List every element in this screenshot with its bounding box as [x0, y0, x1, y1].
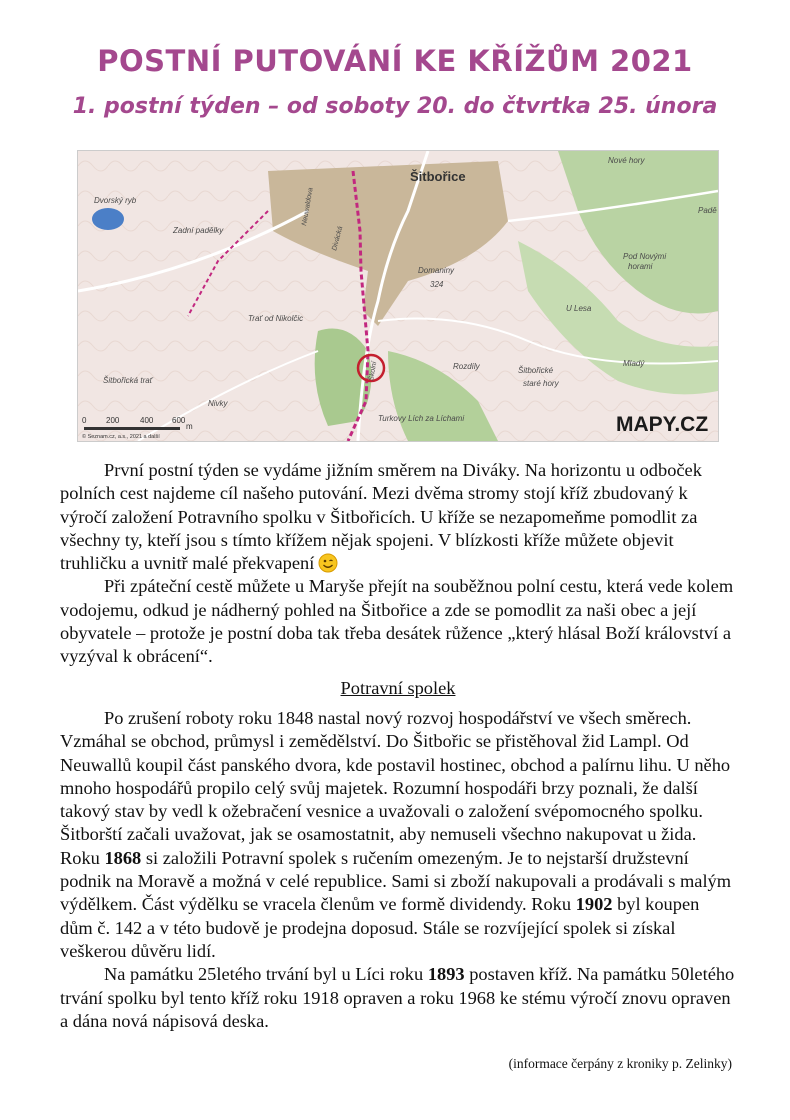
scale-label: 400: [140, 416, 154, 425]
paragraph: [60, 459, 736, 575]
map-label: Pod Novými: [623, 252, 667, 261]
map-image: [78, 151, 718, 441]
scale-label: 0: [82, 416, 87, 425]
year-bold: 1902: [575, 894, 613, 915]
smiley-icon: [318, 553, 338, 573]
map-label-town: Šitbořice: [410, 169, 466, 184]
paragraph-text: postaven kříž. Na památku 50letého trvání spolku byl tento kříž roku 1918 opraven a roku 1968 ke stému výročí znovu opraven a dána nová nápisová deska.: [60, 964, 735, 1031]
source-note: (informace čerpány z kroniky p. Zelinky): [508, 1056, 732, 1071]
year-bold: 1893: [427, 964, 465, 985]
map-label: Šitbořická trať: [103, 376, 153, 385]
scale-label: 600: [172, 416, 186, 425]
map-label: Trať od Nikolčic: [248, 314, 304, 323]
map-label: staré hory: [523, 379, 559, 388]
page-subtitle: 1. postní týden – od soboty 20. do čtvrtka 25. února: [72, 94, 718, 119]
map-label: Padě: [698, 206, 717, 215]
map-label: Dvorský ryb: [94, 196, 137, 205]
paragraph-text: První postní týden se vydáme jižním směrem na Diváky. Na horizontu u odboček polních cest najdeme cíl našeho putování. Mezi dvěma stromy stojí kříž zbudovaný k výročí založení Potravního spolku v Šitbořicích. U kříže se nezapomeňme pomodlit za všechny ty, kteří jsou s tímto křížem nějak spojeni. V blízkosti kříže můžete objevit truhličku a uvnitř malé překvapení: [60, 460, 702, 574]
map-label: U Lesa: [566, 304, 592, 313]
mapy-logo: MAPY.CZ: [616, 413, 709, 436]
scale-label: m: [186, 422, 193, 431]
map-label: Nové hory: [608, 156, 645, 165]
map-label: Mladý: [623, 359, 645, 368]
map-label: Domaniny: [418, 266, 455, 275]
map-label: Nivky: [208, 399, 228, 408]
map-label: Rozdíly: [453, 362, 480, 371]
map-label: horami: [628, 262, 653, 271]
paragraph-text: si založili Potravní spolek s ručením omezeným. Je to nejstarší družstevní podnik na Moravě a možná v celé republice. Sami si zboží nakupovali a prodávali s malým výdělkem. Část výdělku se vracela členům ve formě dividendy. Roku: [60, 847, 732, 915]
map-copyright: © Seznam.cz, a.s., 2021 a další: [82, 434, 160, 440]
scale-label: 200: [106, 416, 120, 425]
paragraph-text: byl koupen dům č. 142 a v této budově je prodejna doposud. Stále se rozvíjející spolek si získal veškerou důvěru lidí.: [60, 894, 700, 961]
paragraph: Při zpáteční cestě můžete u Maryše přejít na souběžnou polní cestu, která vede kolem vodojemu, odkud je nádherný pohled na Šitbořice a zde se pomodlit za naši obec a její obyvatele – protože je postní doba tak třeba desátek růžence „který hlásal Boží království a vyzýval k obrácení“.: [60, 576, 734, 667]
paragraph: [60, 707, 736, 963]
article-body: [60, 459, 736, 1033]
pond: [92, 208, 124, 230]
map-road-label: Školní: [368, 360, 379, 382]
paragraph-text: Po zrušení roboty roku 1848 nastal nový rozvoj hospodářství ve všech směrech. Vzmáhal se obchod, průmysl i zemědělství. Do Šitbořic se přistěhoval žid Lampl. Od Neuwallů koupil část panského dvora, kde postavil hostinec, obchod a palírnu lihu. U něho mnoho hospodářů propilo celý svůj majetek. Rozumní hospodáři brzy poznali, že další takový stav by vedl k ožebračení vesnice a uvažovali o založení svépomocného spolku. Šitborští začali uvažovat, jak se osamostatnit, aby nemuseli všechno nakupovat u žida. Roku: [60, 707, 731, 868]
section-heading: Potravní spolek: [340, 677, 456, 698]
map-road-label: Divácká: [331, 225, 345, 252]
map-road-label: Neuwaldova: [301, 187, 315, 227]
year-bold: 1868: [104, 847, 142, 868]
page-title: POSTNÍ PUTOVÁNÍ KE KŘÍŽŮM 2021: [97, 44, 693, 78]
route-map: [77, 150, 719, 442]
map-label: Zadní padělky: [173, 226, 224, 235]
map-label: Šitbořické: [518, 366, 554, 375]
map-label: 324: [430, 280, 444, 289]
paragraph-text: Na památku 25letého trvání byl u Líci roku: [104, 964, 424, 985]
map-label: Turkovy Lích za Líchami: [378, 414, 465, 423]
paragraph: [60, 963, 736, 1033]
